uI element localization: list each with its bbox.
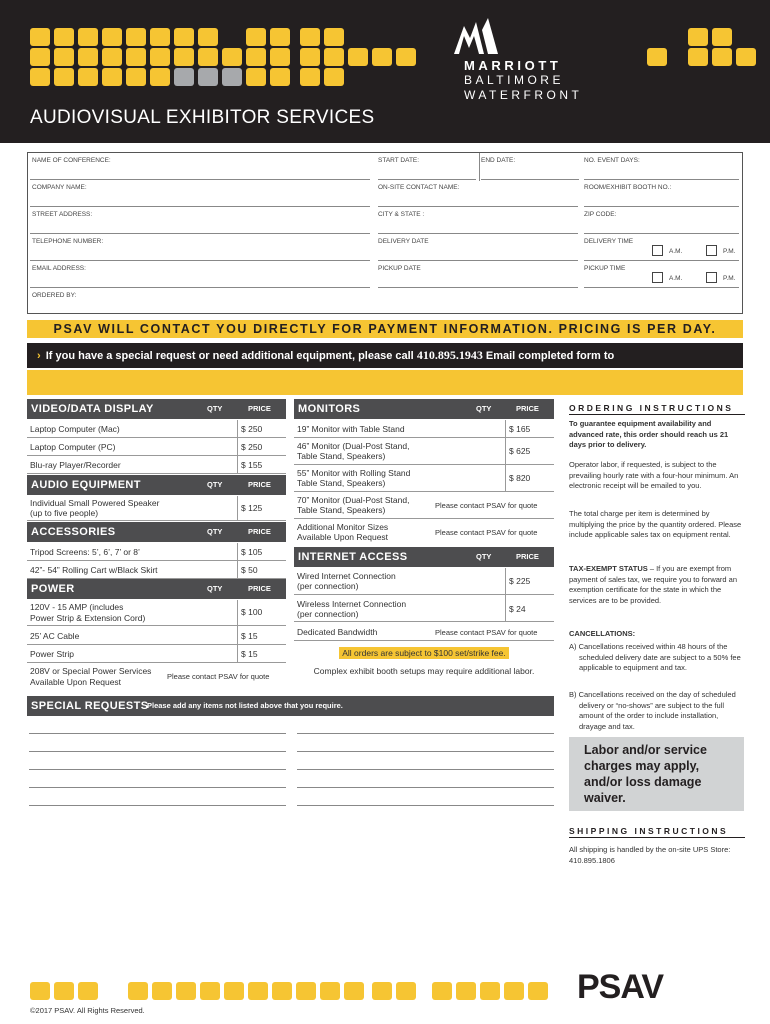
section-video-data bbox=[27, 399, 286, 419]
section-power bbox=[27, 579, 286, 599]
decor-square bbox=[647, 48, 667, 66]
item-name: Additional Monitor Sizes bbox=[297, 522, 389, 532]
label-zip-code: ZIP CODE: bbox=[584, 211, 617, 218]
decor-square bbox=[246, 48, 266, 66]
cancellation-b: B) Cancellations received on the day of scheduled delivery or “no-shows” are subject to the full amount of the order to include installation, drayage and tax. bbox=[569, 690, 736, 731]
decor-square bbox=[78, 982, 98, 1000]
tax-exempt-body: – If you are exempt from payment of sales tax, we require you to forward an exemption certificate for the state in which the services are to be provided. bbox=[569, 564, 738, 605]
field-name-of-conference[interactable] bbox=[30, 179, 370, 180]
table-row[interactable] bbox=[27, 456, 286, 474]
label-start-date: START DATE: bbox=[378, 157, 420, 164]
decor-square bbox=[270, 68, 290, 86]
section-title: INTERNET ACCESS bbox=[298, 551, 408, 563]
ordering-charge: The total charge per item is determined by multiplying the price by the quantity ordered. Please include applicable sales tax on equipment rental. bbox=[569, 509, 742, 539]
decor-square bbox=[198, 68, 218, 86]
contact-quote: Please contact PSAV for quote bbox=[167, 672, 270, 681]
chevron-right-icon: › bbox=[37, 350, 41, 362]
field-delivery-time[interactable] bbox=[584, 260, 739, 261]
marriott-logo bbox=[452, 16, 582, 56]
field-email[interactable] bbox=[30, 287, 370, 288]
decor-square bbox=[324, 68, 344, 86]
delivery-am-checkbox[interactable] bbox=[652, 245, 663, 256]
item-name-2: Available Upon Request bbox=[30, 677, 122, 687]
labor-charges-box bbox=[569, 737, 744, 811]
decor-square bbox=[30, 28, 50, 46]
table-row[interactable] bbox=[294, 492, 554, 519]
decor-square bbox=[126, 28, 146, 46]
shipping-text: All shipping is handled by the on-site UPS Store: 410.895.1806 bbox=[569, 845, 731, 865]
delivery-am-label: A.M. bbox=[669, 248, 683, 255]
label-name-of-conference: NAME OF CONFERENCE: bbox=[32, 157, 111, 164]
item-name-2: (up to five people) bbox=[30, 508, 99, 518]
tax-exempt-label: TAX-EXEMPT STATUS bbox=[569, 564, 648, 573]
decor-square bbox=[736, 48, 756, 66]
qty-header: QTY bbox=[476, 552, 492, 561]
price-divider bbox=[505, 568, 506, 594]
decor-square bbox=[688, 28, 708, 46]
item-name-2: (per connection) bbox=[297, 581, 359, 591]
request-suffix: Email completed form to bbox=[485, 350, 615, 362]
qty-header: QTY bbox=[207, 584, 223, 593]
table-row[interactable] bbox=[294, 519, 554, 546]
decor-square bbox=[712, 48, 732, 66]
decor-square bbox=[222, 68, 242, 86]
price-divider bbox=[237, 420, 238, 437]
special-line[interactable] bbox=[29, 805, 286, 806]
exhibitor-info-form bbox=[27, 152, 743, 314]
decor-square bbox=[432, 982, 452, 1000]
section-title: SPECIAL REQUESTS bbox=[31, 700, 149, 712]
table-row[interactable] bbox=[27, 496, 286, 521]
hotel-name bbox=[464, 58, 582, 103]
price-divider bbox=[505, 438, 506, 464]
price-divider bbox=[237, 626, 238, 644]
decor-square bbox=[320, 982, 340, 1000]
section-title: VIDEO/DATA DISPLAY bbox=[31, 403, 154, 415]
item-price: $ 625 bbox=[509, 446, 531, 456]
psav-logo-icon bbox=[577, 970, 687, 1002]
brand-line-3: WATERFRONT bbox=[464, 88, 583, 102]
decor-square bbox=[152, 982, 172, 1000]
table-row[interactable] bbox=[294, 420, 554, 438]
contact-quote: Please contact PSAV for quote bbox=[435, 528, 538, 537]
item-name-2: Table Stand, Speakers) bbox=[297, 478, 386, 488]
item-price: $ 820 bbox=[509, 473, 531, 483]
setstrike-fee: All orders are subject to $100 set/strike fee. bbox=[339, 647, 508, 659]
table-row[interactable] bbox=[294, 568, 554, 595]
item-name: 19” Monitor with Table Stand bbox=[297, 424, 405, 434]
field-ordered-by[interactable] bbox=[30, 311, 370, 312]
item-name: Power Strip bbox=[30, 649, 74, 659]
pickup-pm-checkbox[interactable] bbox=[706, 272, 717, 283]
divider bbox=[479, 153, 480, 181]
price-header: PRICE bbox=[248, 584, 271, 593]
decor-square bbox=[176, 982, 196, 1000]
decor-square bbox=[126, 48, 146, 66]
table-row[interactable] bbox=[27, 663, 286, 690]
special-line[interactable] bbox=[29, 787, 286, 788]
label-city-state: CITY & STATE : bbox=[378, 211, 425, 218]
price-divider bbox=[237, 543, 238, 560]
section-special-requests bbox=[27, 696, 554, 716]
label-delivery-time: DELIVERY TIME bbox=[584, 238, 634, 245]
decor-square bbox=[30, 982, 50, 1000]
table-row[interactable] bbox=[294, 622, 554, 641]
item-name: Dedicated Bandwidth bbox=[297, 627, 378, 637]
item-name-2: (per connection) bbox=[297, 609, 359, 619]
payment-banner: PSAV WILL CONTACT YOU DIRECTLY FOR PAYMENT INFORMATION. PRICING IS PER DAY. bbox=[27, 320, 743, 338]
decor-square bbox=[480, 982, 500, 1000]
price-divider bbox=[237, 438, 238, 455]
label-company-name: COMPANY NAME: bbox=[32, 184, 87, 191]
price-divider bbox=[237, 496, 238, 520]
price-divider bbox=[505, 595, 506, 621]
request-banner bbox=[27, 343, 743, 368]
field-delivery-date[interactable] bbox=[378, 260, 578, 261]
decor-square bbox=[712, 28, 732, 46]
item-price: $ 155 bbox=[241, 460, 263, 470]
decor-square bbox=[300, 48, 320, 66]
special-line[interactable] bbox=[29, 769, 286, 770]
cancellations-title: CANCELLATIONS: bbox=[569, 629, 636, 638]
field-end-date[interactable] bbox=[481, 179, 579, 180]
item-name-2: Available Upon Request bbox=[297, 532, 389, 542]
field-street-address[interactable] bbox=[30, 233, 370, 234]
item-name: 120V - 15 AMP (includes bbox=[30, 602, 124, 612]
label-no-event-days: NO. EVENT DAYS: bbox=[584, 157, 640, 164]
decor-square bbox=[300, 68, 320, 86]
label-ordered-by: ORDERED BY: bbox=[32, 292, 77, 299]
price-divider bbox=[237, 561, 238, 578]
complex-setup-note: Complex exhibit booth setups may require additional labor. bbox=[313, 666, 535, 676]
yellow-divider-bar bbox=[27, 370, 743, 395]
label-end-date: END DATE: bbox=[481, 157, 516, 164]
decor-square bbox=[30, 68, 50, 86]
table-row[interactable] bbox=[294, 438, 554, 465]
special-subtitle: Please add any items not listed above that you require. bbox=[147, 701, 343, 710]
table-row[interactable] bbox=[27, 561, 286, 579]
decor-square bbox=[78, 28, 98, 46]
field-start-date[interactable] bbox=[378, 179, 476, 180]
decor-square bbox=[150, 68, 170, 86]
request-phone: 410.895.1943 bbox=[416, 348, 483, 362]
field-room-booth[interactable] bbox=[584, 206, 739, 207]
decor-square bbox=[198, 48, 218, 66]
label-room-booth: ROOM/EXHIBIT BOOTH NO.: bbox=[584, 184, 672, 191]
decor-square bbox=[54, 28, 74, 46]
table-row[interactable] bbox=[27, 438, 286, 456]
decor-square bbox=[150, 48, 170, 66]
section-title: POWER bbox=[31, 583, 75, 595]
section-audio bbox=[27, 475, 286, 495]
item-price: $ 165 bbox=[509, 424, 531, 434]
table-row[interactable] bbox=[294, 595, 554, 622]
ordering-guarantee: To guarantee equipment availability and advanced rate, this order should reach us 21 days prior to delivery. bbox=[569, 419, 729, 449]
label-email: EMAIL ADDRESS: bbox=[32, 265, 86, 272]
decor-square bbox=[198, 28, 218, 46]
decor-square bbox=[126, 68, 146, 86]
decor-square bbox=[296, 982, 316, 1000]
labor-line-3: and/or loss damage bbox=[584, 775, 702, 789]
pickup-am-label: A.M. bbox=[669, 275, 683, 282]
decor-square bbox=[78, 68, 98, 86]
item-price: $ 100 bbox=[241, 607, 263, 617]
item-name-2: Table Stand, Speakers) bbox=[297, 505, 386, 515]
tax-exempt-text bbox=[569, 564, 745, 606]
field-pickup-date[interactable] bbox=[378, 287, 578, 288]
item-name: 42”- 54” Rolling Cart w/Black Skirt bbox=[30, 565, 158, 575]
item-name: 25’ AC Cable bbox=[30, 631, 80, 641]
table-row[interactable] bbox=[27, 626, 286, 645]
section-title: ACCESSORIES bbox=[31, 526, 116, 538]
brand-line-1: MARRIOTT bbox=[464, 58, 562, 73]
decor-square bbox=[102, 28, 122, 46]
pickup-am-checkbox[interactable] bbox=[652, 272, 663, 283]
label-pickup-date: PICKUP DATE bbox=[378, 265, 421, 272]
decor-square bbox=[272, 982, 292, 1000]
decor-square bbox=[396, 48, 416, 66]
item-name: Blu-ray Player/Recorder bbox=[30, 460, 121, 470]
price-header: PRICE bbox=[248, 404, 271, 413]
request-prefix: If you have a special request or need additional equipment, please call bbox=[45, 350, 414, 362]
decor-square bbox=[456, 982, 476, 1000]
special-line[interactable] bbox=[29, 733, 286, 734]
label-street-address: STREET ADDRESS: bbox=[32, 211, 93, 218]
item-name-2: Power Strip & Extension Cord) bbox=[30, 613, 146, 623]
shipping-instructions-title: SHIPPING INSTRUCTIONS bbox=[569, 826, 745, 838]
table-row[interactable] bbox=[294, 465, 554, 492]
decor-square bbox=[54, 982, 74, 1000]
item-price: $ 50 bbox=[241, 565, 258, 575]
setstrike-note bbox=[294, 648, 554, 658]
item-name: Individual Small Powered Speaker bbox=[30, 498, 160, 508]
label-onsite-contact: ON-SITE CONTACT NAME: bbox=[378, 184, 460, 191]
decor-square bbox=[324, 48, 344, 66]
psav-logo-text: PSAV bbox=[577, 970, 664, 1002]
special-line[interactable] bbox=[297, 733, 554, 734]
decor-square bbox=[300, 28, 320, 46]
marriott-m-icon bbox=[452, 16, 512, 56]
brand-line-2: BALTIMORE bbox=[464, 73, 564, 87]
decor-square bbox=[688, 48, 708, 66]
delivery-pm-label: P.M. bbox=[723, 248, 736, 255]
copyright: ©2017 PSAV. All Rights Reserved. bbox=[30, 1006, 145, 1015]
section-accessories bbox=[27, 522, 286, 542]
special-line[interactable] bbox=[297, 805, 554, 806]
field-city-state[interactable] bbox=[378, 233, 578, 234]
table-row[interactable] bbox=[27, 645, 286, 663]
field-no-event-days[interactable] bbox=[584, 179, 739, 180]
decor-square bbox=[128, 982, 148, 1000]
decor-square bbox=[200, 982, 220, 1000]
psav-logo bbox=[577, 970, 687, 1007]
table-row[interactable] bbox=[27, 420, 286, 438]
field-pickup-time[interactable] bbox=[584, 287, 739, 288]
decor-square bbox=[54, 68, 74, 86]
price-header: PRICE bbox=[248, 480, 271, 489]
price-divider bbox=[505, 465, 506, 491]
item-name: Wireless Internet Connection bbox=[297, 599, 407, 609]
decor-square bbox=[396, 982, 416, 1000]
decor-square bbox=[30, 48, 50, 66]
item-name: Laptop Computer (PC) bbox=[30, 442, 116, 452]
decor-square bbox=[344, 982, 364, 1000]
label-delivery-date: DELIVERY DATE bbox=[378, 238, 429, 245]
decor-square bbox=[372, 48, 392, 66]
table-row[interactable] bbox=[27, 543, 286, 561]
section-title: MONITORS bbox=[298, 403, 361, 415]
decor-square bbox=[224, 982, 244, 1000]
price-header: PRICE bbox=[516, 404, 539, 413]
contact-quote: Please contact PSAV for quote bbox=[435, 628, 538, 637]
delivery-pm-checkbox[interactable] bbox=[706, 245, 717, 256]
decor-square bbox=[246, 68, 266, 86]
decor-square bbox=[150, 28, 170, 46]
label-pickup-time: PICKUP TIME bbox=[584, 265, 626, 272]
item-name: 208V or Special Power Services bbox=[30, 666, 152, 676]
price-header: PRICE bbox=[248, 527, 271, 536]
qty-header: QTY bbox=[207, 527, 223, 536]
decor-square bbox=[528, 982, 548, 1000]
price-divider bbox=[237, 645, 238, 662]
item-price: $ 24 bbox=[509, 604, 526, 614]
decor-square bbox=[78, 48, 98, 66]
price-divider bbox=[237, 456, 238, 473]
header-band bbox=[0, 0, 770, 143]
labor-line-1: Labor and/or service bbox=[584, 743, 707, 757]
decor-square bbox=[270, 48, 290, 66]
section-title: AUDIO EQUIPMENT bbox=[31, 479, 141, 491]
qty-header: QTY bbox=[476, 404, 492, 413]
decor-square bbox=[504, 982, 524, 1000]
cancellation-a: A) Cancellations received within 48 hours of the scheduled delivery date are subject to a 50% fee applicable to equipment and tax. bbox=[569, 642, 741, 672]
special-line[interactable] bbox=[297, 769, 554, 770]
special-line[interactable] bbox=[29, 751, 286, 752]
ordering-labor: Operator labor, if requested, is subject to the prevailing hourly rate with a four-hour minimum. An electronic receipt will be emailed to you. bbox=[569, 460, 739, 490]
field-company-name[interactable] bbox=[30, 206, 370, 207]
item-price: $ 225 bbox=[509, 576, 531, 586]
ordering-instructions-title: ORDERING INSTRUCTIONS bbox=[569, 403, 745, 415]
section-internet bbox=[294, 547, 554, 567]
decor-square bbox=[174, 28, 194, 46]
price-divider bbox=[505, 420, 506, 437]
item-price: $ 125 bbox=[241, 503, 263, 513]
decor-square bbox=[174, 68, 194, 86]
item-price: $ 105 bbox=[241, 547, 263, 557]
item-name: Tripod Screens: 5’, 6’, 7’ or 8’ bbox=[30, 547, 140, 557]
table-row[interactable] bbox=[27, 600, 286, 626]
section-monitors bbox=[294, 399, 554, 419]
label-telephone: TELEPHONE NUMBER: bbox=[32, 238, 104, 245]
price-divider bbox=[237, 600, 238, 625]
decor-square bbox=[246, 28, 266, 46]
decor-square bbox=[348, 48, 368, 66]
field-telephone[interactable] bbox=[30, 260, 370, 261]
item-name: 46” Monitor (Dual-Post Stand, bbox=[297, 441, 410, 451]
item-price: $ 15 bbox=[241, 649, 258, 659]
labor-line-4: waiver. bbox=[584, 791, 626, 805]
decor-square bbox=[324, 28, 344, 46]
pickup-pm-label: P.M. bbox=[723, 275, 736, 282]
special-line[interactable] bbox=[297, 751, 554, 752]
decor-square bbox=[102, 68, 122, 86]
page-title: AUDIOVISUAL EXHIBITOR SERVICES bbox=[30, 107, 375, 128]
decor-square bbox=[54, 48, 74, 66]
decor-square bbox=[102, 48, 122, 66]
item-name-2: Table Stand, Speakers) bbox=[297, 451, 386, 461]
item-name: Wired Internet Connection bbox=[297, 571, 396, 581]
field-zip-code[interactable] bbox=[584, 233, 739, 234]
field-onsite-contact[interactable] bbox=[378, 206, 578, 207]
special-line[interactable] bbox=[297, 787, 554, 788]
item-name: 70” Monitor (Dual-Post Stand, bbox=[297, 495, 410, 505]
decor-square bbox=[372, 982, 392, 1000]
contact-quote: Please contact PSAV for quote bbox=[435, 501, 538, 510]
price-header: PRICE bbox=[516, 552, 539, 561]
qty-header: QTY bbox=[207, 480, 223, 489]
decor-square bbox=[174, 48, 194, 66]
labor-line-2: charges may apply, bbox=[584, 759, 700, 773]
item-name: Laptop Computer (Mac) bbox=[30, 424, 120, 434]
decor-square bbox=[270, 28, 290, 46]
qty-header: QTY bbox=[207, 404, 223, 413]
decor-square bbox=[248, 982, 268, 1000]
item-price: $ 250 bbox=[241, 424, 263, 434]
item-price: $ 250 bbox=[241, 442, 263, 452]
item-price: $ 15 bbox=[241, 631, 258, 641]
decor-square bbox=[222, 48, 242, 66]
item-name: 55” Monitor with Rolling Stand bbox=[297, 468, 411, 478]
